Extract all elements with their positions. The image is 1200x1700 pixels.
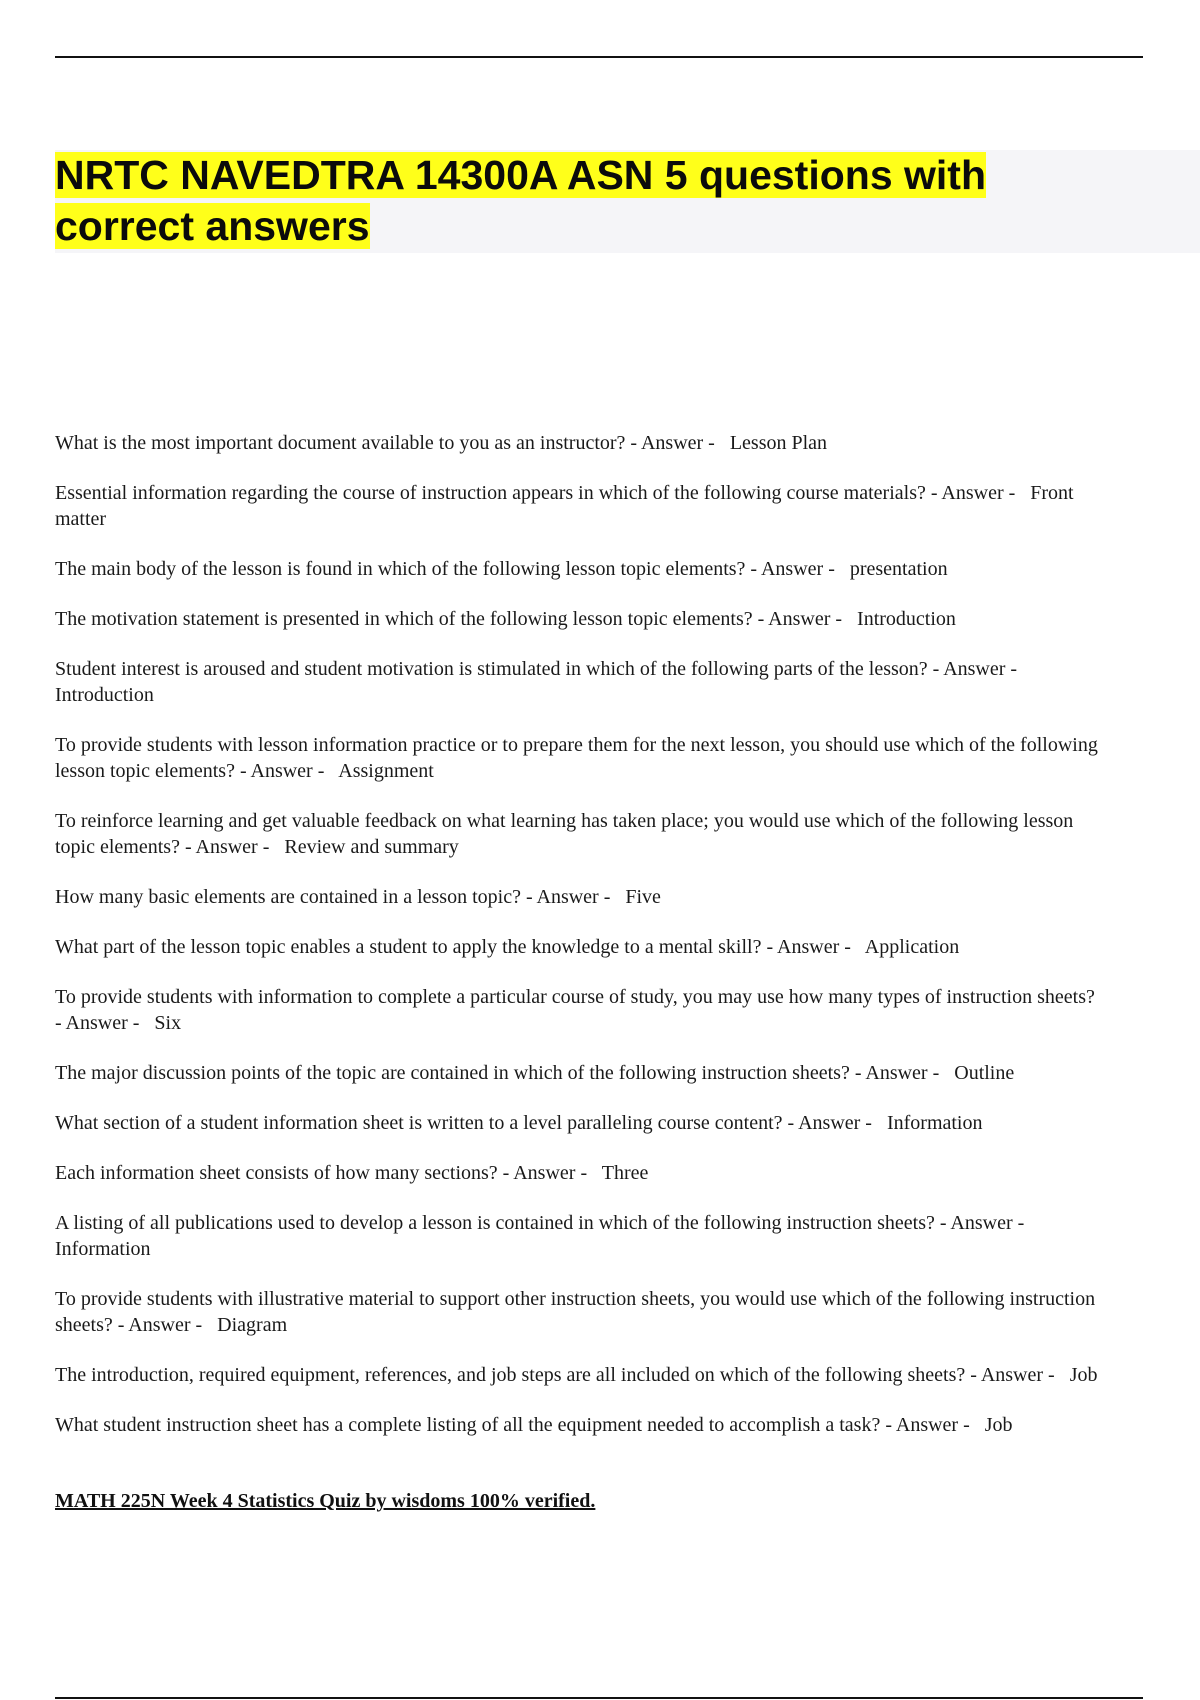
qa-line: The main body of the lesson is found in which of the following lesson topic elements? - Answer - presentation — [55, 558, 948, 580]
qa-item — [55, 1110, 1200, 1136]
qa-line: sheets? - Answer - Diagram — [55, 1314, 288, 1336]
qa-item — [55, 480, 1200, 532]
title-line-1: NRTC NAVEDTRA 14300A ASN 5 questions with — [55, 152, 986, 198]
qa-line: Information — [55, 1238, 151, 1260]
qa-line: The introduction, required equipment, references, and job steps are all included on which of the following sheets? - Answer - Job — [55, 1364, 1098, 1386]
page-title — [55, 150, 1200, 252]
qa-line: To reinforce learning and get valuable feedback on what learning has taken place; you would use which of the following lesson — [55, 810, 1074, 832]
qa-line: What student instruction sheet has a complete listing of all the equipment needed to accomplish a task? - Answer - Job — [55, 1414, 1013, 1436]
top-rule — [55, 56, 1143, 58]
qa-item — [55, 808, 1200, 860]
qa-line: To provide students with illustrative material to support other instruction sheets, you would use which of the following instruction — [55, 1288, 1096, 1310]
qa-line: Each information sheet consists of how many sections? - Answer - Three — [55, 1162, 649, 1184]
qa-line: What part of the lesson topic enables a student to apply the knowledge to a mental skill? - Answer - Application — [55, 936, 960, 958]
qa-line: To provide students with information to complete a particular course of study, you may use how many types of instruction sheets? — [55, 986, 1095, 1008]
qa-line: matter — [55, 508, 107, 530]
qa-item — [55, 430, 1200, 456]
qa-item — [55, 732, 1200, 784]
title-line-2: correct answers — [55, 203, 370, 249]
qa-item — [55, 884, 1200, 910]
qa-item — [55, 1412, 1200, 1438]
question-answer-list — [55, 430, 1200, 1462]
bottom-rule — [55, 1697, 1143, 1699]
qa-line: - Answer - Six — [55, 1012, 182, 1034]
qa-item — [55, 1362, 1200, 1388]
qa-line: How many basic elements are contained in a lesson topic? - Answer - Five — [55, 886, 661, 908]
qa-item — [55, 556, 1200, 582]
qa-item — [55, 934, 1200, 960]
qa-item — [55, 1160, 1200, 1186]
qa-line: What section of a student information sheet is written to a level paralleling course content? - Answer - Information — [55, 1112, 983, 1134]
qa-item — [55, 1210, 1200, 1262]
qa-line: Essential information regarding the course of instruction appears in which of the following course materials? - Answer - Front — [55, 482, 1074, 504]
qa-item — [55, 1060, 1200, 1086]
qa-line: The motivation statement is presented in which of the following lesson topic elements? - Answer - Introduction — [55, 608, 956, 630]
qa-item — [55, 1286, 1200, 1338]
qa-line: The major discussion points of the topic are contained in which of the following instruction sheets? - Answer - Outline — [55, 1062, 1015, 1084]
qa-line: A listing of all publications used to develop a lesson is contained in which of the following instruction sheets? - Answer - — [55, 1212, 1025, 1234]
qa-item — [55, 984, 1200, 1036]
qa-line: To provide students with lesson information practice or to prepare them for the next lesson, you should use which of the following — [55, 734, 1098, 756]
qa-item — [55, 656, 1200, 708]
related-document-link[interactable]: MATH 225N Week 4 Statistics Quiz by wisdoms 100% verified. — [55, 1490, 596, 1512]
qa-line: Student interest is aroused and student motivation is stimulated in which of the following parts of the lesson? - Answer - — [55, 658, 1018, 680]
qa-line: lesson topic elements? - Answer - Assignment — [55, 760, 434, 782]
qa-line: Introduction — [55, 684, 154, 706]
qa-item — [55, 606, 1200, 632]
qa-line: What is the most important document available to you as an instructor? - Answer - Lesson Plan — [55, 432, 828, 454]
qa-line: topic elements? - Answer - Review and summary — [55, 836, 459, 858]
